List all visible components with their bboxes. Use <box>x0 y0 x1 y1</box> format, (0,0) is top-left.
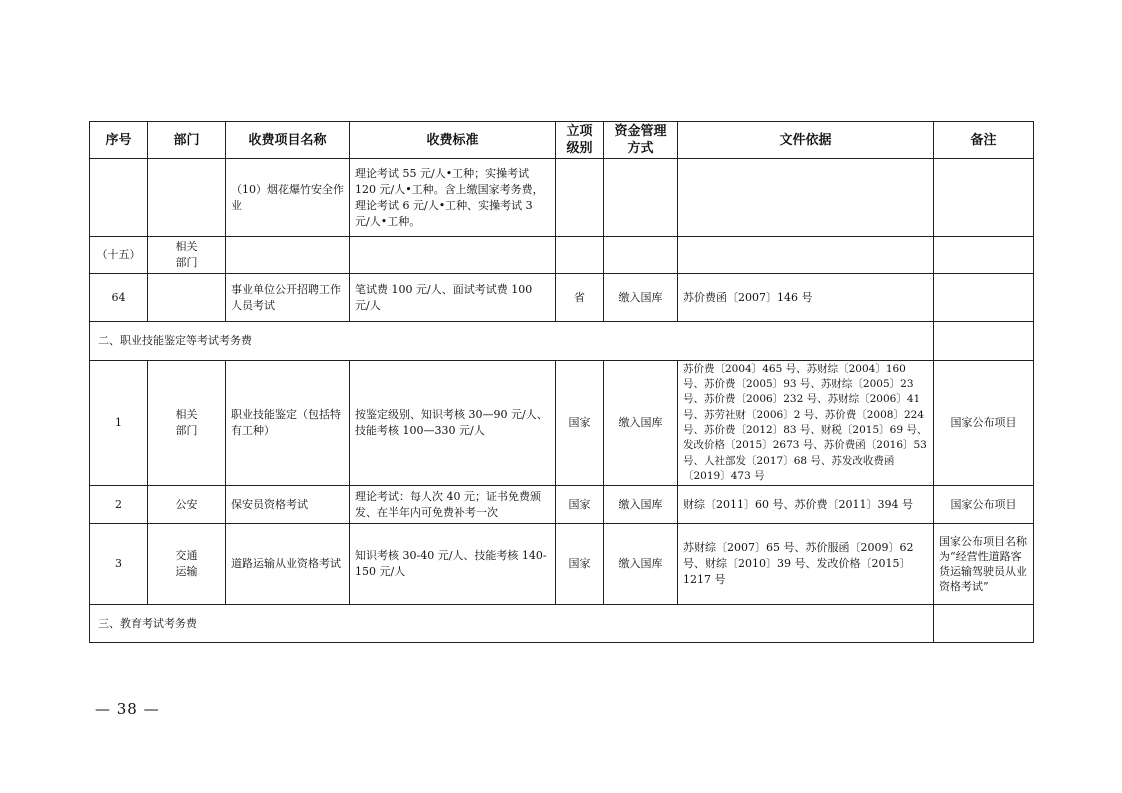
section-title: 三、教育考试考务费 <box>90 605 934 643</box>
section-row <box>90 322 1034 361</box>
table-row <box>90 237 1034 274</box>
funds-cell: 缴入国库 <box>604 524 678 605</box>
fee-standard: 理论考试 55 元/人•工种；实操考试 120 元/人•工种。含上缴国家考务费，理论考试 6 元/人•工种、实操考试 3 元/人•工种。 <box>350 159 556 237</box>
basis-cell: 财综〔2011〕60 号、苏价费〔2011〕394 号 <box>678 486 934 524</box>
basis-cell: 苏财综〔2007〕65 号、苏价服函〔2009〕62 号、财综〔2010〕39 号、发改价格〔2015〕1217 号 <box>678 524 934 605</box>
table-row <box>90 159 1034 237</box>
dept-cell: 相关 部门 <box>148 361 226 486</box>
table-row <box>90 524 1034 605</box>
table-row <box>90 274 1034 322</box>
header-seq: 序号 <box>90 122 148 159</box>
header-funds: 资金管理 方式 <box>604 122 678 159</box>
basis-cell: 苏价费〔2004〕465 号、苏财综〔2004〕160 号、苏价费〔2005〕93 号、苏财综〔2005〕23 号、苏价费〔2006〕232 号、苏财综〔2006〕41 号、苏劳社财〔2006〕2 号、苏价费〔2008〕224 号、苏价费〔2012〕83 号、财税〔2015〕69 号、发改价格〔2015〕2673 号、苏价费函〔2016〕53 号、人社部发〔2017〕68 号、苏发改收费函〔2019〕473 号 <box>678 361 934 486</box>
header-standard: 收费标准 <box>350 122 556 159</box>
fee-standard: 理论考试：每人次 40 元；证书免费颁发、在半年内可免费补考一次 <box>350 486 556 524</box>
level-cell: 国家 <box>556 361 604 486</box>
seq-cell: （十五） <box>90 237 148 274</box>
item-name: 保安员资格考试 <box>226 486 350 524</box>
section-title: 二、职业技能鉴定等考试考务费 <box>90 322 934 361</box>
dept-cell: 公安 <box>148 486 226 524</box>
table-header-row <box>90 122 1034 159</box>
header-note: 备注 <box>934 122 1034 159</box>
section-row <box>90 605 1034 643</box>
item-name: 道路运输从业资格考试 <box>226 524 350 605</box>
table-row <box>90 361 1034 486</box>
funds-cell: 缴入国库 <box>604 486 678 524</box>
seq-cell: 2 <box>90 486 148 524</box>
fee-standard: 按鉴定级别、知识考核 30—90 元/人、技能考核 100—330 元/人 <box>350 361 556 486</box>
dept-cell: 交通 运输 <box>148 524 226 605</box>
fee-table <box>89 121 1034 643</box>
basis-cell: 苏价费函〔2007〕146 号 <box>678 274 934 322</box>
header-dept: 部门 <box>148 122 226 159</box>
seq-cell: 1 <box>90 361 148 486</box>
header-item: 收费项目名称 <box>226 122 350 159</box>
level-cell: 省 <box>556 274 604 322</box>
note-cell: 国家公布项目 <box>934 361 1034 486</box>
table-row <box>90 486 1034 524</box>
level-cell: 国家 <box>556 486 604 524</box>
item-name: 事业单位公开招聘工作人员考试 <box>226 274 350 322</box>
fee-standard: 知识考核 30-40 元/人、技能考核 140-150 元/人 <box>350 524 556 605</box>
header-level: 立项 级别 <box>556 122 604 159</box>
item-name: 职业技能鉴定（包括特有工种） <box>226 361 350 486</box>
funds-cell: 缴入国库 <box>604 274 678 322</box>
seq-cell: 3 <box>90 524 148 605</box>
page-number: — 38 — <box>95 700 160 718</box>
note-cell: 国家公布项目 <box>934 486 1034 524</box>
dept-cell: 相关 部门 <box>148 237 226 274</box>
note-cell: 国家公布项目名称为“经营性道路客货运输驾驶员从业资格考试” <box>934 524 1034 605</box>
seq-cell: 64 <box>90 274 148 322</box>
fee-standard: 笔试费 100 元/人、面试考试费 100 元/人 <box>350 274 556 322</box>
item-name: （10）烟花爆竹安全作业 <box>226 159 350 237</box>
level-cell: 国家 <box>556 524 604 605</box>
funds-cell: 缴入国库 <box>604 361 678 486</box>
header-basis: 文件依据 <box>678 122 934 159</box>
